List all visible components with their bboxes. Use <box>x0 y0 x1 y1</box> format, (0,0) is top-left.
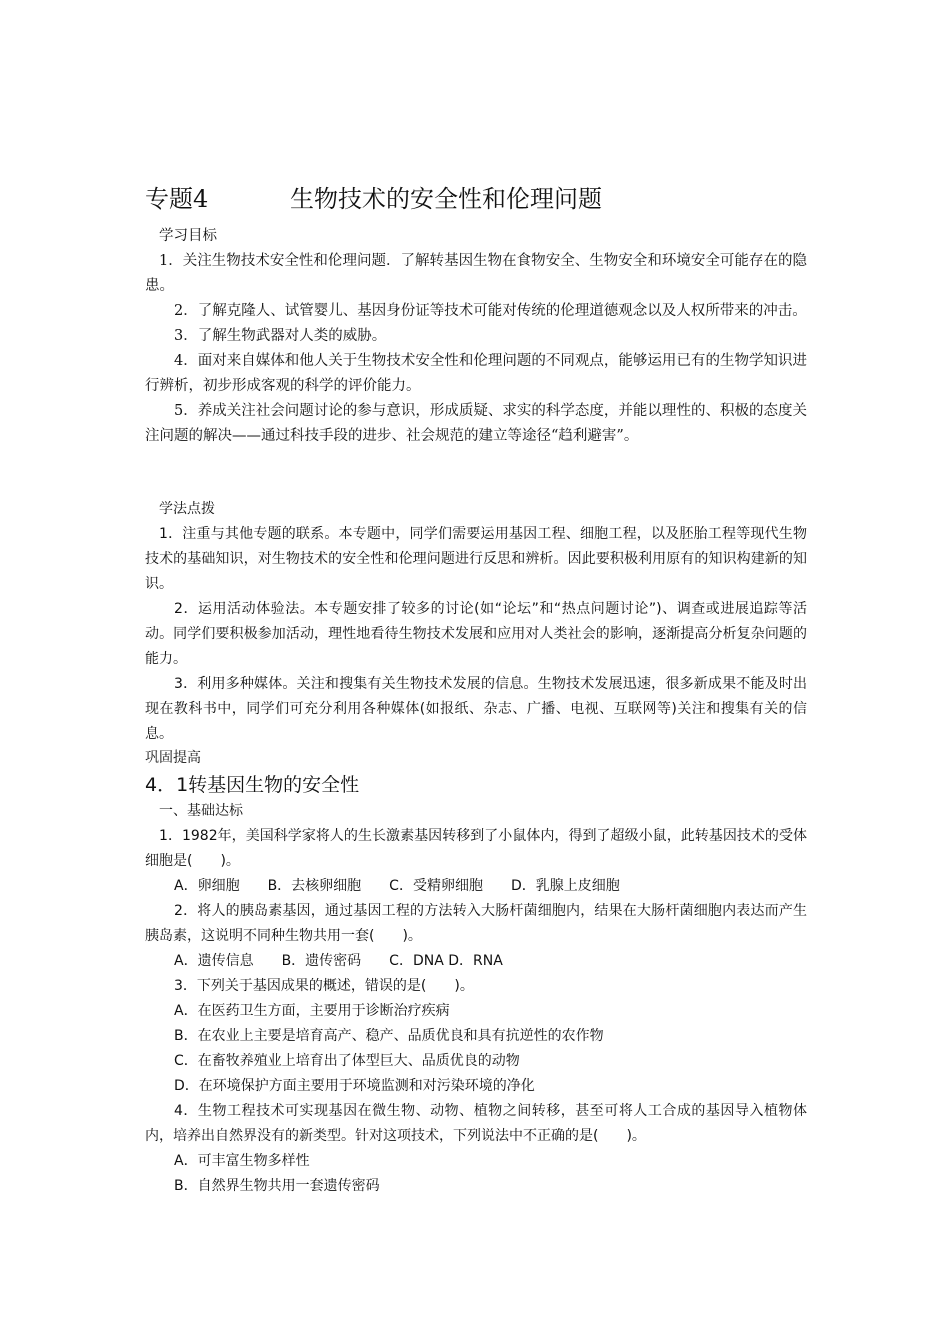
chapter-number: 专题4 <box>145 185 209 213</box>
goals-heading: 学习目标 <box>159 228 217 244</box>
question-4-option: B．自然界生物共用一套遗传密码 <box>174 1178 380 1194</box>
question-1-options: A．卵细胞 B．去核卵细胞 C．受精卵细胞 D．乳腺上皮细胞 <box>174 878 620 894</box>
question-2: 2．将人的胰岛素基因，通过基因工程的方法转入大肠杆菌细胞内，结果在大肠杆菌细胞内表达而产生胰岛素，这说明不同种生物共用一套( )。 <box>145 903 807 944</box>
practice-heading: 巩固提高 <box>145 750 201 766</box>
page-title <box>145 184 602 214</box>
methods-heading: 学法点拨 <box>159 501 215 517</box>
goal-item: 4．面对来自媒体和他人关于生物技术安全性和伦理问题的不同观点，能够运用已有的生物学知识进行辨析，初步形成客观的科学的评价能力。 <box>145 353 807 394</box>
goal-item: 2．了解克隆人、试管婴儿、基因身份证等技术可能对传统的伦理道德观念以及人权所带来的冲击。 <box>174 303 807 319</box>
chapter-title: 生物技术的安全性和伦理问题 <box>290 185 602 213</box>
question-3: 3．下列关于基因成果的概述，错误的是( )。 <box>174 978 474 994</box>
question-4-option: A．可丰富生物多样性 <box>174 1153 310 1169</box>
question-3-option: C．在畜牧养殖业上培育出了体型巨大、品质优良的动物 <box>174 1053 520 1069</box>
learning-goals <box>145 224 807 449</box>
question-3-option: B．在农业上主要是培育高产、稳产、品质优良和具有抗逆性的农作物 <box>174 1028 604 1044</box>
subheading: 一、基础达标 <box>159 803 243 819</box>
question-1: 1．1982年，美国科学家将人的生长激素基因转移到了小鼠体内，得到了超级小鼠，此转基因技术的受体细胞是( )。 <box>145 828 807 869</box>
method-item: 1．注重与其他专题的联系。本专题中，同学们需要运用基因工程、细胞工程，以及胚胎工程等现代生物技术的基础知识，对生物技术的安全性和伦理问题进行反思和辨析。因此要积极利用原有的知识构建新的知识。 <box>145 526 807 592</box>
goal-item: 3．了解生物武器对人类的威胁。 <box>174 328 387 344</box>
question-2-options: A．遗传信息 B．遗传密码 C．DNA D．RNA <box>174 953 503 969</box>
method-tips <box>145 497 807 747</box>
question-4: 4．生物工程技术可实现基因在微生物、动物、植物之间转移，甚至可将人工合成的基因导入植物体内，培养出自然界没有的新类型。针对这项技术，下列说法中不正确的是( )。 <box>145 1103 807 1144</box>
method-item: 2．运用活动体验法。本专题安排了较多的讨论(如“论坛”和“热点问题讨论”)、调查或进展追踪等活动。同学们要积极参加活动，理性地看待生物技术发展和应用对人类社会的影响，逐渐提高分析复杂问题的能力。 <box>145 601 807 667</box>
question-3-option: D．在环境保护方面主要用于环境监测和对污染环境的净化 <box>174 1078 535 1094</box>
question-3-option: A．在医药卫生方面，主要用于诊断治疗疾病 <box>174 1003 450 1019</box>
section-title: 4．1转基因生物的安全性 <box>145 774 360 796</box>
goal-item: 1．关注生物技术安全性和伦理问题．了解转基因生物在食物安全、生物安全和环境安全可能存在的隐患。 <box>145 253 807 294</box>
goal-item: 5．养成关注社会问题讨论的参与意识，形成质疑、求实的科学态度，并能以理性的、积极的态度关注问题的解决——通过科技手段的进步、社会规范的建立等途径“趋利避害”。 <box>145 403 807 444</box>
method-item: 3．利用多种媒体。关注和搜集有关生物技术发展的信息。生物技术发展迅速，很多新成果不能及时出现在教科书中，同学们可充分利用各种媒体(如报纸、杂志、广播、电视、互联网等)关注和搜集有关的信息。 <box>145 676 807 742</box>
practice-section <box>145 746 807 1199</box>
